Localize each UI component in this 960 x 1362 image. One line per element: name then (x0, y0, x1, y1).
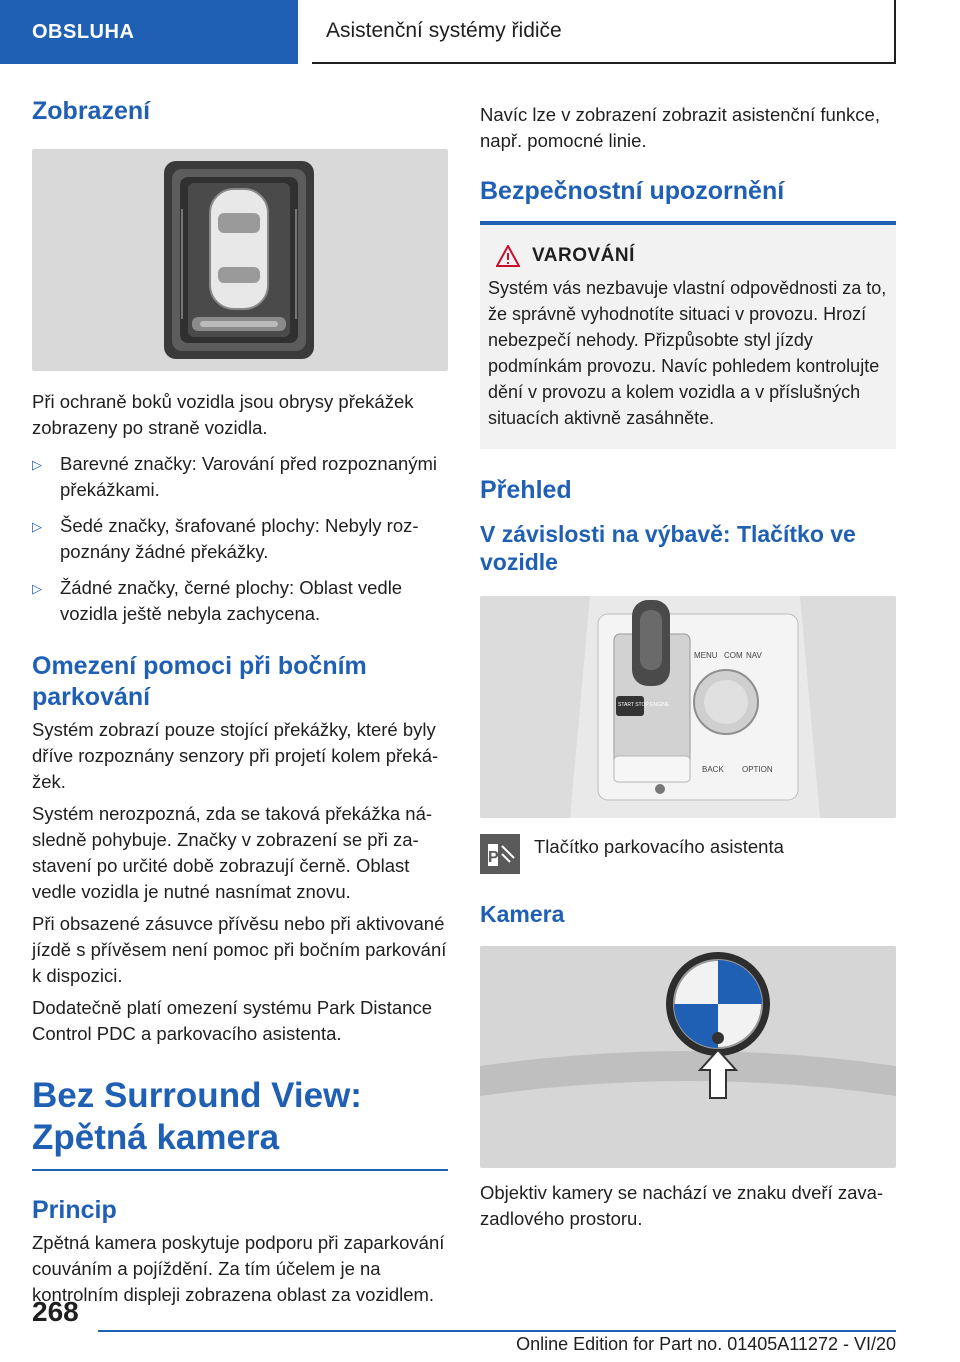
paragraph-princip: Zpětná kamera poskytuje podporu při zaparkování couváním a pojíždění. Za tím účelem je na kontrolním displeji zobrazena oblast za vozidlem. (32, 1232, 445, 1305)
heading-bez-surround: Bez Surround View: Zpětná kamera (32, 1076, 362, 1157)
right-column (480, 102, 896, 1232)
option-label: OPTION (742, 765, 773, 774)
console-illustration (480, 596, 896, 818)
heading-kamera: Kamera (480, 901, 565, 927)
menu-label: MENU (694, 651, 718, 660)
section-tab (0, 0, 298, 64)
heading-zobrazeni: Zobrazení (32, 97, 151, 125)
camera-figure (480, 946, 896, 1168)
list-item: ▷ Žádné značky, černé plochy: Oblast vedle vozidla ještě nebyla zachycena. (32, 577, 403, 624)
svg-text:P: P (488, 849, 499, 866)
chapter-header (312, 0, 896, 64)
heading-bezpecnost: Bezpečnostní upozornění (480, 177, 785, 205)
warning-box (480, 225, 896, 449)
button-caption: Tlačítko parkovacího asistenta (534, 836, 784, 857)
surround-view-illustration (32, 149, 448, 371)
bullet-list (32, 451, 448, 627)
warning-title: VAROVÁNÍ (532, 245, 635, 266)
paragraph-omezeni-3: Při obsazené zásuvce přívěsu nebo při aktivované jízdě s přívěsem není pomoc při bočním parkování k dispozici. (32, 913, 447, 986)
triangle-right-icon: ▷ (32, 457, 42, 472)
triangle-right-icon: ▷ (32, 519, 42, 534)
chapter-title: Asistenční systémy řidiče (326, 19, 562, 42)
left-column (32, 96, 448, 1308)
list-item: ▷ Šedé značky, šrafované plochy: Nebyly rozpoznány žádné překážky. (32, 515, 419, 562)
warning-triangle-icon (496, 245, 520, 267)
warning-text: Systém vás nezbavuje vlastní odpovědnosti za to, že správně vyhodnotíte situaci v provozu. Hrozí nebezpečí nehody. Přizpůsobte styl jízdy podmínkám provozu. Navíc pohledem kontrolujte dění v provozu a kolem vozidla a v příslušných situacích aktivně zasáhněte. (488, 278, 887, 428)
paragraph-objektiv: Objektiv kamery se nachází ve znaku dveří zavazadlového prostoru. (480, 1182, 884, 1229)
triangle-right-icon: ▷ (32, 581, 42, 596)
com-label: COM (724, 651, 743, 660)
back-label: BACK (702, 765, 724, 774)
console-figure (480, 596, 896, 818)
heading-omezeni: Omezení pomoci při bočním parkování (32, 652, 367, 711)
paragraph-omezeni-2: Systém nerozpozná, zda se taková překážka následně pohybuje. Značky v zobrazení se při zastavení po určité době zobrazují černě. Oblast vedle vozidla je nutné nasnímat znovu. (32, 803, 433, 902)
heading-divider (32, 1169, 448, 1171)
heading-zavislosti: V závislosti na výbavě: Tlačítko ve vozidle (480, 521, 856, 575)
camera-illustration (480, 946, 896, 1168)
nav-label: NAV (746, 651, 762, 660)
section-title: OBSLUHA (32, 20, 135, 43)
warning-title-row (496, 245, 888, 267)
heading-princip: Princip (32, 1196, 117, 1224)
paragraph-omezeni-1: Systém zobrazí pouze stojící překážky, které byly dříve rozpoznány senzory při projetí kolem překážek. (32, 719, 439, 792)
footer-edition: Online Edition for Part no. 01405A11272 - VI/20 (516, 1334, 896, 1354)
paragraph-obrysy: Při ochraně boků vozidla jsou obrysy překážek zobrazeny po straně vozidla. (32, 391, 414, 438)
paragraph-navic: Navíc lze v zobrazení zobrazit asistenční funkce, např. pomocné linie. (480, 104, 880, 151)
button-caption-row (480, 834, 896, 874)
park-assist-icon (480, 834, 520, 874)
footer-divider (98, 1330, 896, 1332)
list-item: ▷ Barevné značky: Varování před rozpoznanými překážkami. (32, 453, 438, 500)
heading-prehled: Přehled (480, 476, 572, 504)
paragraph-omezeni-4: Dodatečně platí omezení systému Park Distance Control PDC a parkovacího asistenta. (32, 997, 432, 1044)
start-stop-label: START STOP ENGINE (618, 702, 670, 708)
page-number: 268 (32, 1296, 79, 1327)
surround-view-figure (32, 149, 448, 371)
